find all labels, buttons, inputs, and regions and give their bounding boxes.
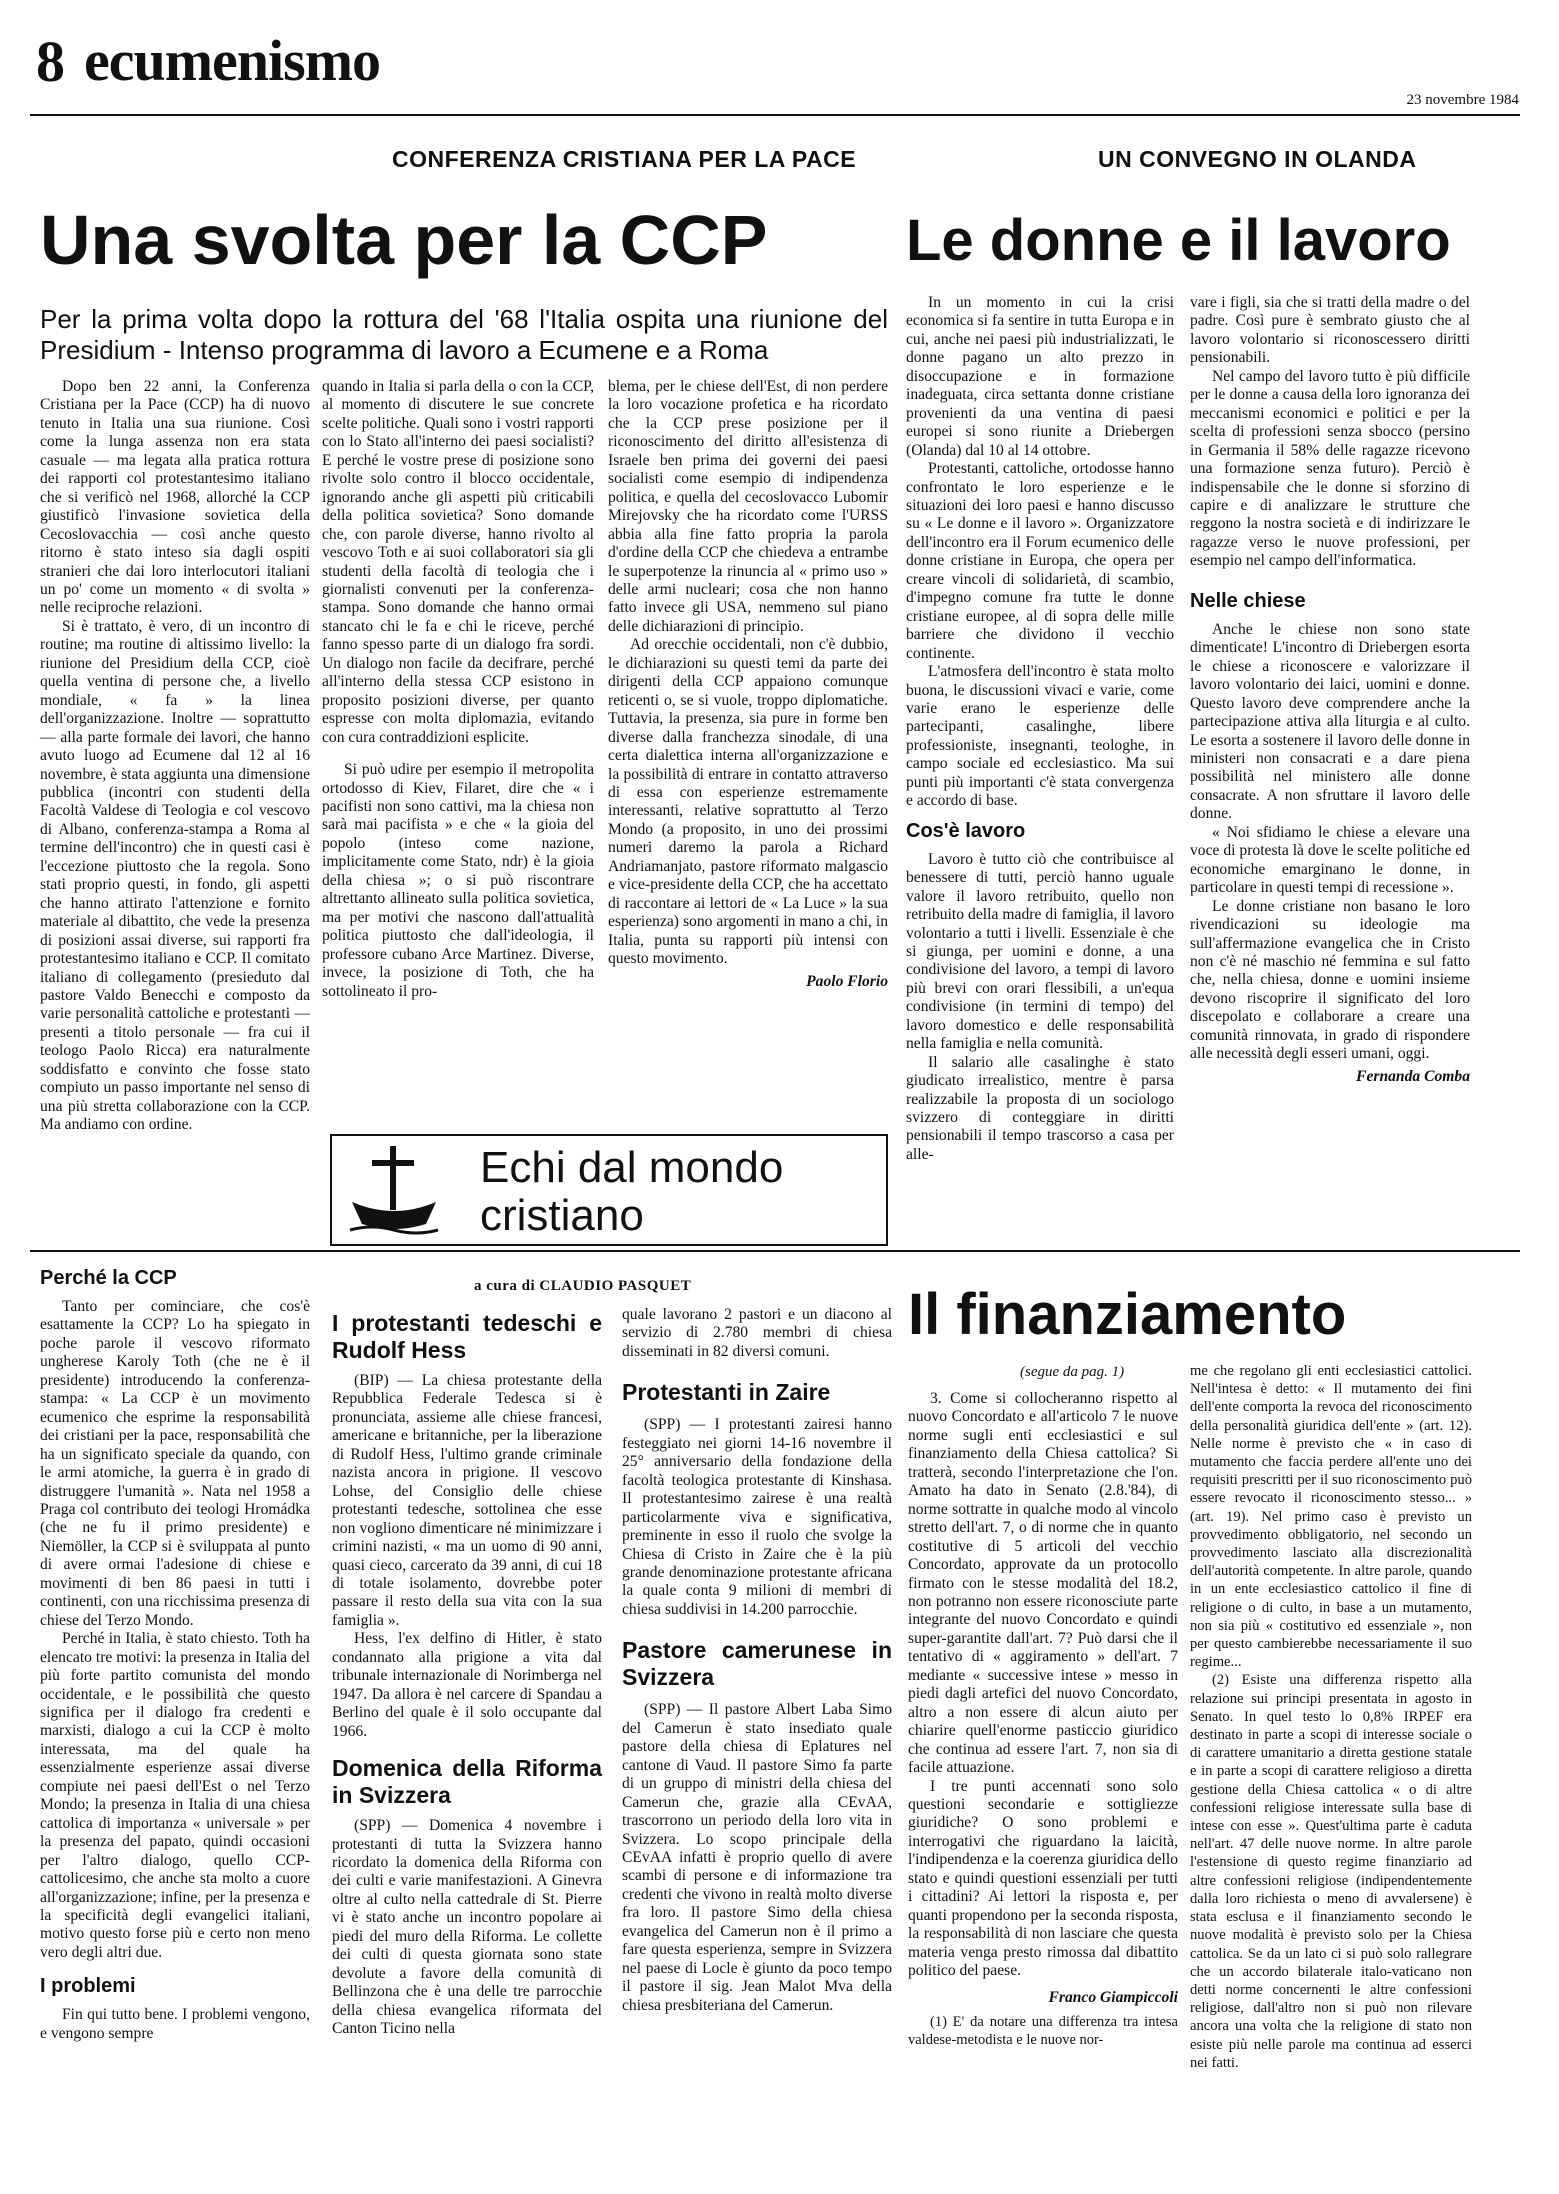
- footnote: (2) Esiste una differenza rispetto alla relazione sui principi presentata in agosto in Senato. In quel testo lo 0,8% IRPEF era destinato in parte a scopi di interesse sociale o di carattere umanitario a diretta gestione statale e in parte a scopi di carattere religioso a diretta gestione della Chiesa cattolica « o di altre confessioni religiose interessate sulla base di intese con esse ». Quest'ultima parte è caduta nell'art. 47 delle nuove norme. In altre parole l'estensione di questo regime finanziario ad altre confessioni religiose (indipendentemente dalla loro richiesta o meno di avvalersene) è stata esclusa e il finanziamento secondo le nuove modalità è previsto solo per la Chiesa cattolica. Se da un lato ci si può solo rallegrare che un accordo bilaterale italo-vaticano non detti norme concernenti le altre confessioni religiose, dall'altro non si può non rilevare ancora una volta che la religione di stato non esiste più nelle parole ma continua ad esserci nei fatti.: [1190, 1672, 1472, 2071]
- perche-ccp-column: [40, 1262, 310, 2188]
- problemi-heading: I problemi: [40, 1975, 136, 1998]
- paragraph: 3. Come si collocheranno rispetto al nuovo Concordato e all'articolo 7 le nuove norme sugli enti ecclesiastici e sul finanziamento della Chiesa cattolica? Si tratterà, secondo l'interpretazione che l'on. Amato ha dato in Senato (2.8.'84), di norme sottratte in qualche modo al vincolo stretto dell'art. 7, o di norme che in quanto costitutive di 5 articoli del vecchio Concordato, approvate da un protocollo firmato con le stesse modalità del 18.2, non potranno non essere riconosciute parte integrante del nuovo Concordato e quindi super-garantite dall'art. 7? Può darsi che il tentativo di « aggiramento » dell'art. 7 mediante « successive intese » messo in piedi dagli artefici del nuovo Concordato, altro a non essere di alcun aiuto per chiarire quell'enorme pasticcio giuridico che continua ad essere l'art. 7, non sia di facile attuazione.: [908, 1390, 1178, 1777]
- right-col-1: [906, 294, 1174, 1202]
- paragraph: « Noi sfidiamo le chiese a elevare una voce di protesta là dove le scelte politiche ed economiche emarginano le donne, in particolare in questi tempi di recessione ».: [1190, 823, 1470, 897]
- echi-col-1: [332, 1306, 602, 2188]
- paragraph: Nel campo del lavoro tutto è più difficile per le donne a causa della loro ignoranza dei meccanismi economici e politici e per la scelta di professioni senza sbocco (persino in Germania il 58% delle ragazze ricevono una formazione senza futuro). Perciò è indispensabile che le donne si sforzino di capire e di analizzare le strutture che reggono la nostra società e di indirizzare le ragazze verso le nuove professioni, per esempio nel campo dell'informatica.: [1190, 367, 1470, 570]
- paragraph: Perché in Italia, è stato chiesto. Toth ha elencato tre motivi: la presenza in Italia del più forte partito comunista del mondo occidentale, e le possibilità che questo significa per il dialogo fra credenti e marxisti, dialogo a cui la CCP è molto interessata, ma del quale ha essenzialmente esperienze assai diverse compiute nei paesi dell'Est o nel Terzo Mondo; la presenza in Italia di una chiesa cattolica di importanza « universale » per la presenza del papato, quindi occasioni per l'altro dialogo, quello CCP-cattolicesimo, che anche sta molto a cuore all'organizzazione; infine, per la presenza e la specificità degli evangelici italiani, motivo questo forse più e certo non meno vero degli altri due.: [40, 1630, 310, 1961]
- paragraph: Ad orecchie occidentali, non c'è dubbio, le dichiarazioni su questi temi da parte dei dirigenti della CCP appaiono comunque reticenti o, se si vuole, troppo diplomatiche. Tuttavia, la presenza, sia pure in forme ben diverse dalla franchezza sinodale, di una certa dialettica interna all'organizzazione e la possibilità di entrare in contatto attraverso di essa con esperienze estremamente interessanti, relative soprattutto al Terzo Mondo (a proposito, in uno dei prossimi numeri daremo la parola a Richard Andriamanjato, pastore riformato malgascio e vice-presidente della CCP, che ha accettato di raccontare ai lettori de « La Luce » la sua esperienza) sono argomenti in mano a chi, in Italia, punta su rapporti più intensi con questo movimento.: [608, 636, 888, 968]
- right-subhead-cose-lavoro: Cos'è lavoro: [906, 819, 1026, 842]
- left-headline: Una svolta per la CCP: [40, 201, 768, 279]
- left-kicker: CONFERENZA CRISTIANA PER LA PACE: [392, 146, 857, 172]
- paragraph: (BIP) — La chiesa protestante della Repubblica Federale Tedesca si è pronunciata, assieme alle chiese francesi, americane e britanniche, per la liberazione di Rudolf Hess, l'ultimo grande criminale nazista ancora in prigione. Il vescovo Lohse, del Consiglio delle chiese protestanti tedesche, sottolinea che esse non vogliono dimenticare né minimizzare i crimini nazisti, « ma un uomo di 90 anni, quasi cieco, carcerato da 39 anni, di cui 18 di totale isolamento, dovrebbe poter passare il resto della sua vita con la sua famiglia ».: [332, 1372, 602, 1629]
- paragraph: Hess, l'ex delfino di Hitler, è stato condannato alla prigione a vita dal tribunale internazionale di Norimberga nel 1947. Da allora è nel carcere di Spandau a Berlino del quale è il solo occupante dal 1966.: [332, 1630, 602, 1740]
- paragraph: quale lavorano 2 pastori e un diacono al servizio di 2.780 membri di chiesa disseminati in 82 diversi comuni.: [622, 1306, 892, 1360]
- camerun-heading: Pastore camerunese in Svizzera: [622, 1637, 892, 1691]
- right-headline: Le donne e il lavoro: [906, 208, 1451, 273]
- echi-title-line-1: Echi dal mondo: [480, 1143, 784, 1192]
- paragraph: Lavoro è tutto ciò che contribuisce al benessere di tutti, perciò hanno uguale valore il lavoro retribuito, quello non retribuito della madre di famiglia, il lavoro volontario a tutti i livelli. Essenziale è che si giunga, per uomini e donne, a una condivisione del lavoro, a tempi di lavoro più brevi con orari flessibili, a un'equa condivisione (in termini di tempo) del lavoro domestico e delle responsabilità nella famiglia e nella comunità.: [906, 850, 1174, 1053]
- right-col-2: [1190, 294, 1470, 1242]
- paragraph: Tanto per cominciare, che cos'è esattamente la CCP? Lo ha spiegato in poche parole il vescovo riformato ungherese Karoly Toth (che ne è il presidente) introducendo la conferenza-stampa: « La CCP è un movimento ecumenico che esprime la responsabilità dei cristiani per la pace, responsabilità che ha un significato speciale da quando, con le armi atomiche, la guerra è in grado di distruggere l'umanità ». Nata nel 1958 a Praga col contributo dei teologi Hromádka (che ne fu il primo presidente) e Niemöller, la CCP si è sviluppata al punto di avere ormai l'adesione di chiese e movimenti di ben 86 paesi in tutti i continenti, con una ricchissima presenza di chiese del Terzo Mondo.: [40, 1298, 310, 1629]
- paragraph: L'atmosfera dell'incontro è stata molto buona, le discussioni vivaci e varie, come varie erano le esperienze delle partecipanti, casalinghe, libere professioniste, insegnanti, teologhe, in campo sociale ed ecclesiastico. Ma sui punti più importanti c'è stata convergenza e accordo di base.: [906, 663, 1174, 810]
- perche-ccp-heading: Perché la CCP: [40, 1267, 177, 1289]
- section-title: ecumenismo: [84, 28, 381, 93]
- masthead-rule: [30, 114, 1520, 116]
- paragraph: (SPP) — Il pastore Albert Laba Simo del Camerun è stato insediato quale pastore della chiesa di Eplatures nel cantone di Vaud. Il pastore Simo fa parte di un gruppo di ministri della chiesa del Camerun che, grazie alla CEvAA, trascorrono un periodo della loro vita in Svizzera. Lo scopo principale della CEvAA infatti è proprio quello di avere scambi di persone e di informazione tra credenti che vivono in realtà molto diverse fra loro. Il pastore Simo della chiesa evangelica del Camerun non è il primo a fare questa esperienza, sempre in Svizzera nel paese di Locle è giunto da poco tempo il pastore il sig. Jean Malot Mva della chiesa presbiteriana del Camerun.: [622, 1701, 892, 2014]
- zaire-heading: Protestanti in Zaire: [622, 1379, 831, 1406]
- finanziamento-col-1: [908, 1390, 1178, 2188]
- left-col-3: [608, 378, 888, 990]
- ship-cross-icon: [346, 1142, 442, 1238]
- finanziamento-col-2: [1190, 1362, 1472, 2188]
- paragraph: vare i figli, sia che si tratti della madre o del padre. Così pure è sembrato giusto che al lavoro volontario si riconoscessero diritti pensionabili.: [1190, 294, 1470, 367]
- paragraph: Si è trattato, è vero, di un incontro di routine; ma routine di altissimo livello: la riunione del Presidium della CCP, cioè quella ventina di persone che, a livello mondiale, « fa » la linea dell'organizzazione. Inoltre — soprattutto — alla parte formale dei lavori, che hanno avuto luogo ad Ecumene dal 12 al 16 novembre, è stata aggiunta una dimensione pubblica (incontri con studenti della Facoltà Valdese di Teologia e col vescovo di Albano, conferenza-stampa a Roma al termine dell'incontro) che in questi casi è l'eccezione piuttosto che la regola. Sono stati proprio questi, in fondo, gli aspetti che hanno attirato l'attenzione e fornito materiale al dibattito, che vede la presenza di posizioni assai diverse, sui rapporti fra protestantesimo italiano e CCP. Il comitato italiano di collegamento (presieduto dal pastore Valdo Benecchi e composto da varie personalità cattoliche e protestanti — presenti a titolo personale — fra cui il teologo Paolo Ricca) era naturalmente soddisfatto e convinto che fosse stato compiuto un passo importante nel senso di una più stretta collaborazione con la CCP. Ma andiamo con ordine.: [40, 617, 310, 1134]
- finanziamento-continuation: (segue da pag. 1): [1020, 1364, 1125, 1380]
- bottom-section-rule: [30, 1250, 1520, 1252]
- hess-heading: I protestanti tedeschi e Rudolf Hess: [332, 1310, 602, 1363]
- paragraph: In un momento in cui la crisi economica si fa sentire in tutta Europa e in cui, anche nei paesi più industrializzati, le donne pagano un alto prezzo in disoccupazione e in formazione inadeguata, circa settanta donne cristiane provenienti da una ventina di paesi europei si sono riunite a Driebergen (Olanda) dal 10 al 14 ottobre.: [906, 294, 1174, 459]
- paragraph: quando in Italia si parla della o con la CCP, al momento di discutere le sue concrete scelte politiche. Quali sono i vostri rapporti con lo Stato all'interno dei paesi socialisti? E perché le vostre prese di posizione sono rivolte solo contro il blocco occidentale, ignorando anche gli aspetti più criticabili della politica sovietica? Sono domande che, con parole diverse, hanno rivolto al vescovo Toth e ai suoi collaboratori sia gli studenti della facoltà di teologia che i giornalisti convenuti per la conferenza-stampa. Sono domande che hanno ormai stancato chi le fa e chi le riceve, perché fanno spesso parte di un dialogo fra sordi. Un dialogo non facile da decifrare, perché all'interno della stessa CCP esistono in proposito posizioni diverse, per quanto espresse con molta diplomazia, evitando con cura contraddizioni esplicite.: [322, 378, 594, 746]
- paragraph: Anche le chiese non sono state dimenticate! L'incontro di Driebergen esorta le chiese a riconoscere e valorizzare il lavoro volontario dei laici, uomini e donne. Questo lavoro deve comprendere anche la partecipazione attiva alla liturgia e al culto. Le esorta a sostenere il lavoro delle donne in ministeri non consacrati e a dare piena possibilità nel ministero alle donne consacrate. A non sfruttare il lavoro delle donne.: [1190, 620, 1470, 823]
- paragraph: Dopo ben 22 anni, la Conferenza Cristiana per la Pace (CCP) ha di nuovo tenuto in Italia una sua riunione. Così come la lunga assenza non era stata casuale — ma legata alla pratica rottura dei rapporti col protestantesimo italiano che si verificò nel 1968, allorché la CCP giustificò l'invasione sovietica della Cecoslovacchia — così anche questo ritorno è stato inteso sia dagli ospiti stranieri che dai loro interlocutori italiani un po' come un momento « di svolta » nelle reciproche relazioni.: [40, 378, 310, 617]
- left-deck: Per la prima volta dopo la rottura del '68 l'Italia ospita una riunione del Presidium - Intenso programma di lavoro a Ecumene e a Roma: [40, 304, 888, 365]
- echi-curator: a cura di CLAUDIO PASQUET: [474, 1278, 692, 1294]
- paragraph: Fin qui tutto bene. I problemi vengono, e vengono sempre: [40, 2006, 310, 2042]
- echi-col-2: [622, 1306, 892, 2188]
- right-subhead-chiese: Nelle chiese: [1190, 589, 1306, 612]
- echi-title-line-2: cristiano: [480, 1191, 644, 1240]
- left-col-1: [40, 378, 310, 1150]
- paragraph: I tre punti accennati sono solo questioni secondarie e sottigliezze giuridiche? O sono problemi e interrogativi che riguardano la laicità, l'indipendenza e la coerenza giuridica dello stato e quindi questioni essenziali per tutti i cittadini? Ai lettori la risposta e, per quanti propendono per la seconda risposta, la responsabilità di non lasciare che questa materia venga presto rimossa dal dibattito politico del paese.: [908, 1777, 1178, 1980]
- paragraph: (SPP) — Domenica 4 novembre i protestanti di tutta la Svizzera hanno ricordato la domenica della Riforma con dei culti e varie manifestazioni. A Ginevra oltre al culto nella cattedrale di St. Pierre vi è stato anche un incontro popolare ai piedi del muro della Riforma. Le collette dei culti di questa giornata sono state devolute a favore della comunità di Bellinzona che è una delle tre parrocchie della chiesa evangelica riformata del Canton Ticino nella: [332, 1817, 602, 2038]
- finanziamento-headline: Il finanziamento: [908, 1282, 1347, 1347]
- left-signature: Paolo Florio: [806, 972, 888, 990]
- finanziamento-signature: Franco Giampiccoli: [1048, 1988, 1178, 2006]
- paragraph: Protestanti, cattoliche, ortodosse hanno confrontato le loro esperienze e le situazioni dei loro paesi e hanno discusso su « Le donne e il lavoro ». Organizzatore dell'incontro era il Forum ecumenico delle donne cristiane in Europa, che opera per creare vincoli di solidarietà, di scambio, d'impegno comune fra tutte le donne cristiane europee, al di sopra delle mille barriere che dividono il vecchio continente.: [906, 460, 1174, 662]
- right-signature: Fernanda Comba: [1356, 1067, 1470, 1085]
- left-col-2: [322, 378, 594, 1000]
- paragraph: (SPP) — I protestanti zairesi hanno festeggiato nei giorni 14-16 novembre il 25° anniversario della fondazione della facoltà teologica protestante di Kinshasa. Il protestantesimo zairese è una realtà particolarmente viva e significativa, preminente in esso il ruolo che svolge la Chiesa di Cristo in Zaire che è la più grande denominazione protestante africana la quale conta 9 milioni di membri di chiesa suddivisi in 14.200 parrocchie.: [622, 1416, 892, 1618]
- right-kicker: UN CONVEGNO IN OLANDA: [1098, 146, 1417, 172]
- paragraph: Si può udire per esempio il metropolita ortodosso di Kiev, Filaret, dire che « i pacifisti non sono cattivi, ma la chiesa non sarà mai pacifista » e che « la gioia del popolo (inteso come nazione, implicitamente come Stato, ndr) è la gioia della chiesa »; o si può riscontrare altrettanto allineato sulla politica sovietica, ma per motivi che nascono dall'attualità politica piuttosto che dall'ideologia, il professore cubano Arce Martinez. Diverse, invece, la posizione di Toth, che ha sottolineato il pro-: [322, 761, 594, 1000]
- footnote: me che regolano gli enti ecclesiastici cattolici. Nell'intesa è detto: « Il mutamento dei fini dell'ente comporta la revoca del riconoscimento della personalità giuridica dell'ente » (art. 12). Nelle norme è previsto che « in caso di mutamento che faccia perdere all'ente uno dei requisiti prescritti per il suo riconoscimento può essere revocato il riconoscimento stesso... » (art. 19). Nel primo caso è previsto un provvedimento obbligatorio, nel secondo un provvedimento lasciato alla discrezionalità dell'autorità competente. In altre parole, quando in un ente ecclesiastico cattolico il fine di religione o di culto, in base a un mutamento, non sia più « costitutivo ed essenziale », non per questo cambierebbe necessariamente il suo regime...: [1190, 1363, 1472, 1671]
- paragraph: Le donne cristiane non basano le loro rivendicazioni su ideologie ma sull'affermazione evangelica che in Cristo non c'è né maschio né femmina e sul fatto che, nella chiesa, donne e uomini insieme devono riscoprire il significato del loro discepolato e collaborare a creare una comunità rinnovata, in grado di rispondere alle necessità degli esseri umani, oggi.: [1190, 897, 1470, 1063]
- riforma-heading: Domenica della Riforma in Svizzera: [332, 1755, 602, 1809]
- echi-box: [330, 1134, 888, 1246]
- paragraph: Il salario alle casalinghe è stato giudicato irrealistico, mentre è parsa realizzabile la proposta di un sociologo svizzero di conteggiare in diritti pensionabili il tempo trascorso a casa per alle-: [906, 1053, 1174, 1163]
- paragraph: blema, per le chiese dell'Est, di non perdere la loro vocazione profetica e ha ricordato che la CCP prese posizione per il riconoscimento del diritto all'esistenza di Israele ben prima dei governi dei paesi socialisti come esempio di indipendenza politica, e quella del cecoslovacco Lubomir Mirejovsky che ha ricordato come l'URSS abbia alla fine fatto propria la parola d'ordine della CCP che chiedeva a entrambe le superpotenze la rinuncia al « primo uso » delle armi nucleari; cosa che non hanno fatto invece gli USA, nemmeno sul piano delle dichiarazioni di principio.: [608, 378, 888, 635]
- page-number: 8: [36, 29, 65, 94]
- issue-date: 23 novembre 1984: [1406, 92, 1519, 108]
- footnote: (1) E' da notare una differenza tra intesa valdese-metodista e le nuove nor-: [908, 2013, 1178, 2049]
